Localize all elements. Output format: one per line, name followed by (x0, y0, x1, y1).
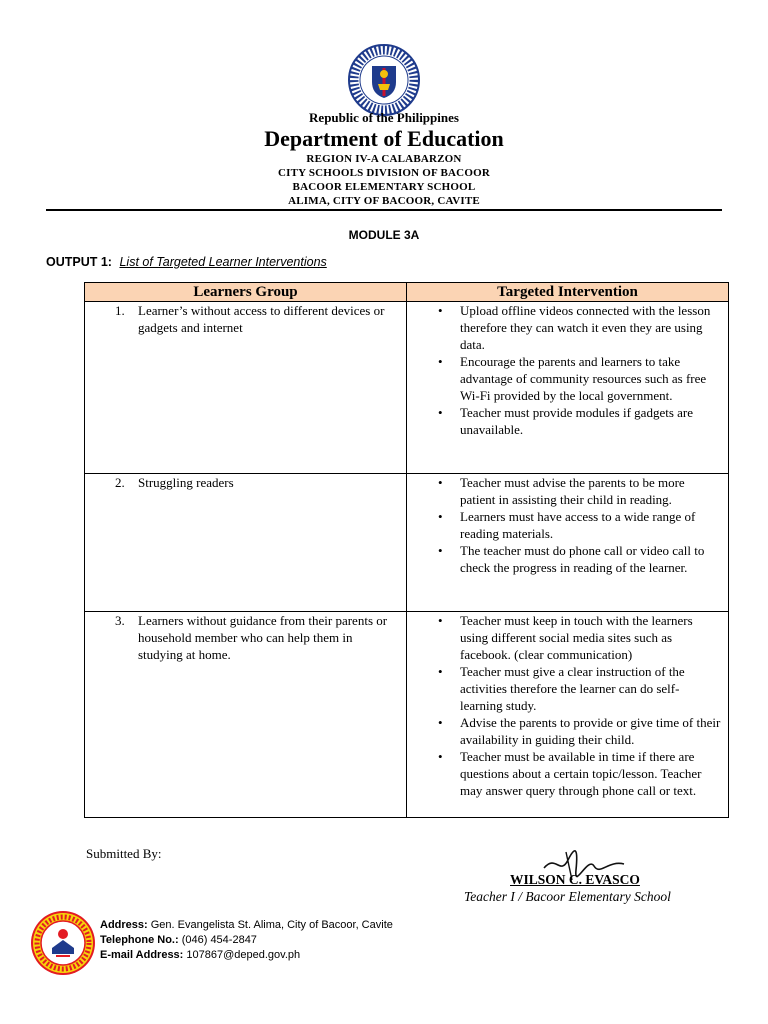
intervention-item: • Encourage the parents and learners to take advantage of community resources such as free Wi-Fi provided by the local government. (460, 353, 722, 404)
address-value: Gen. Evangelista St. Alima, City of Bacoor, Cavite (150, 919, 393, 931)
email-value: 107867@deped.gov.ph (186, 949, 301, 961)
school-address-heading: ALIMA, CITY OF BACOOR, CAVITE (288, 195, 480, 207)
output-label: OUTPUT 1: (46, 255, 112, 269)
intervention-cell (407, 302, 729, 474)
intervention-cell (407, 612, 729, 818)
phone-value: (046) 454-2847 (181, 934, 257, 946)
group-cell (85, 474, 407, 612)
department-heading: Department of Education (264, 126, 504, 151)
intervention-item: • Teacher must provide modules if gadgets are unavailable. (460, 404, 722, 438)
row-number: 3. (115, 613, 125, 628)
interventions-table (84, 282, 729, 818)
group-text: Struggling readers (138, 475, 234, 490)
signer-name: WILSON C. EVASCO (510, 872, 640, 887)
table-row (85, 612, 729, 818)
output-title (46, 255, 327, 269)
email-label: E-mail Address: (100, 949, 184, 961)
division-heading: CITY SCHOOLS DIVISION OF BACOOR (278, 167, 490, 179)
intervention-list (407, 612, 728, 799)
header-divider (46, 209, 722, 211)
contact-address-line (100, 918, 393, 933)
header-targeted-intervention: Targeted Intervention (407, 283, 729, 302)
region-heading: REGION IV-A CALABARZON (306, 153, 462, 165)
intervention-item: • The teacher must do phone call or video call to check the progress in reading of the learner. (460, 542, 722, 576)
table-row (85, 474, 729, 612)
school-seal-logo (30, 910, 96, 976)
intervention-item: • Advise the parents to provide or give time of their availability in guiding their child. (460, 714, 722, 748)
phone-label: Telephone No.: (100, 934, 179, 946)
module-title: MODULE 3A (348, 228, 420, 242)
intervention-list (407, 474, 728, 576)
deped-seal-logo (348, 44, 420, 116)
republic-heading: Republic of the Philippines (309, 110, 459, 125)
group-text: Learner’s without access to different devices or gadgets and internet (138, 303, 385, 335)
contact-phone-line (100, 933, 393, 948)
contact-email-line (100, 948, 393, 963)
intervention-item: • Teacher must give a clear instruction of the activities therefore the learner can do self-learning study. (460, 663, 722, 714)
signer-position: Teacher I / Bacoor Elementary School (464, 889, 671, 904)
row-number: 1. (115, 303, 125, 318)
group-cell (85, 612, 407, 818)
address-label: Address: (100, 919, 148, 931)
header-learners-group: Learners Group (85, 283, 407, 302)
table-header-row (85, 283, 729, 302)
school-heading: BACOOR ELEMENTARY SCHOOL (292, 181, 476, 193)
intervention-item: • Teacher must keep in touch with the learners using different social media sites such as facebook. (clear communication) (460, 612, 722, 663)
output-subject: List of Targeted Learner Interventions (119, 255, 327, 269)
contact-block (100, 918, 393, 963)
intervention-item: • Teacher must advise the parents to be more patient in assisting their child in reading. (460, 474, 722, 508)
intervention-item: • Upload offline videos connected with the lesson therefore they can watch it even they are using data. (460, 302, 722, 353)
intervention-cell (407, 474, 729, 612)
intervention-item: • Teacher must be available in time if there are questions about a certain topic/lesson. Teacher may answer query through phone call or text. (460, 748, 722, 799)
submitted-by-label: Submitted By: (86, 846, 162, 861)
intervention-item: • Learners must have access to a wide range of reading materials. (460, 508, 722, 542)
row-number: 2. (115, 475, 125, 490)
table-row (85, 302, 729, 474)
intervention-list (407, 302, 728, 438)
group-cell (85, 302, 407, 474)
group-text: Learners without guidance from their parents or household member who can help them in studying at home. (138, 613, 388, 662)
